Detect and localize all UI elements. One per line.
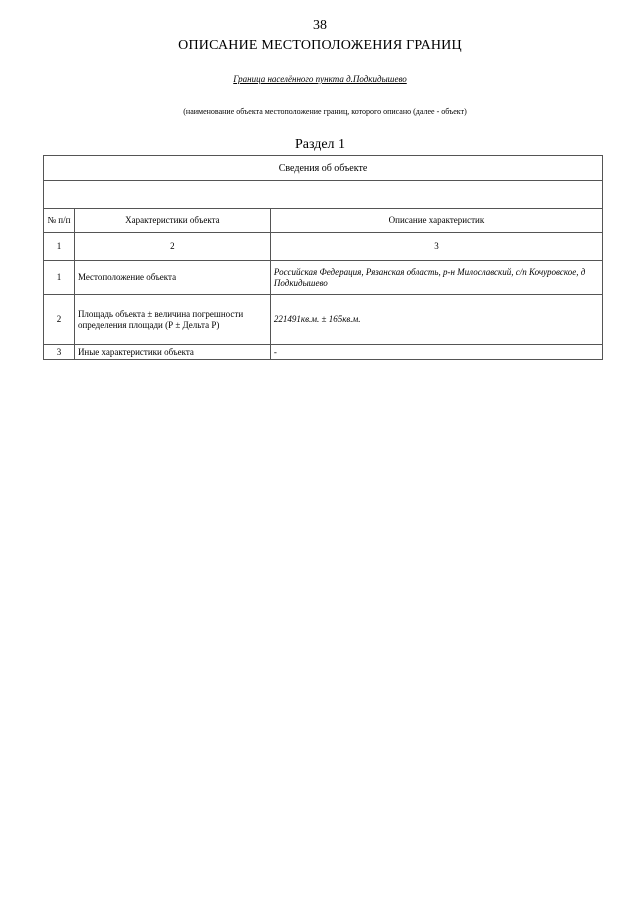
table-row	[44, 295, 603, 345]
column-number-2: 2	[74, 233, 270, 261]
row-number: 3	[44, 345, 75, 360]
column-header-description: Описание характеристик	[270, 209, 602, 233]
row-description: 221491кв.м. ± 165кв.м.	[270, 295, 602, 345]
object-info-table	[43, 155, 603, 360]
section-title: Раздел 1	[294, 137, 346, 152]
table-heading: Сведения об объекте	[44, 156, 603, 181]
row-characteristic: Площадь объекта ± величина погрешности определения площади (Р ± Дельта Р)	[74, 295, 270, 345]
table-row	[44, 345, 603, 360]
row-characteristic: Иные характеристики объекта	[74, 345, 270, 360]
row-number: 1	[44, 261, 75, 295]
table-heading-row	[44, 156, 603, 181]
object-caption: (наименование объекта местоположение границ, которого описано (далее - объект)	[183, 107, 467, 116]
row-number: 2	[44, 295, 75, 345]
table-row	[44, 261, 603, 295]
page-number: 38	[313, 18, 327, 33]
document-title: ОПИСАНИЕ МЕСТОПОЛОЖЕНИЯ ГРАНИЦ	[178, 38, 462, 53]
row-description: -	[270, 345, 602, 360]
table-column-header-row	[44, 209, 603, 233]
column-number-1: 1	[44, 233, 75, 261]
object-name-line	[0, 74, 640, 84]
row-description: Российская Федерация, Рязанская область, р-н Милославский, с/п Кочуровское, д Подкидышево	[270, 261, 602, 295]
column-header-characteristic: Характеристики объекта	[74, 209, 270, 233]
table-blank-row	[44, 181, 603, 209]
row-characteristic: Местоположение объекта	[74, 261, 270, 295]
column-header-number: № п/п	[44, 209, 75, 233]
table-column-number-row	[44, 233, 603, 261]
object-name: Граница населённого пункта д.Подкидышево	[233, 74, 407, 84]
blank-cell	[44, 181, 603, 209]
column-number-3: 3	[270, 233, 602, 261]
